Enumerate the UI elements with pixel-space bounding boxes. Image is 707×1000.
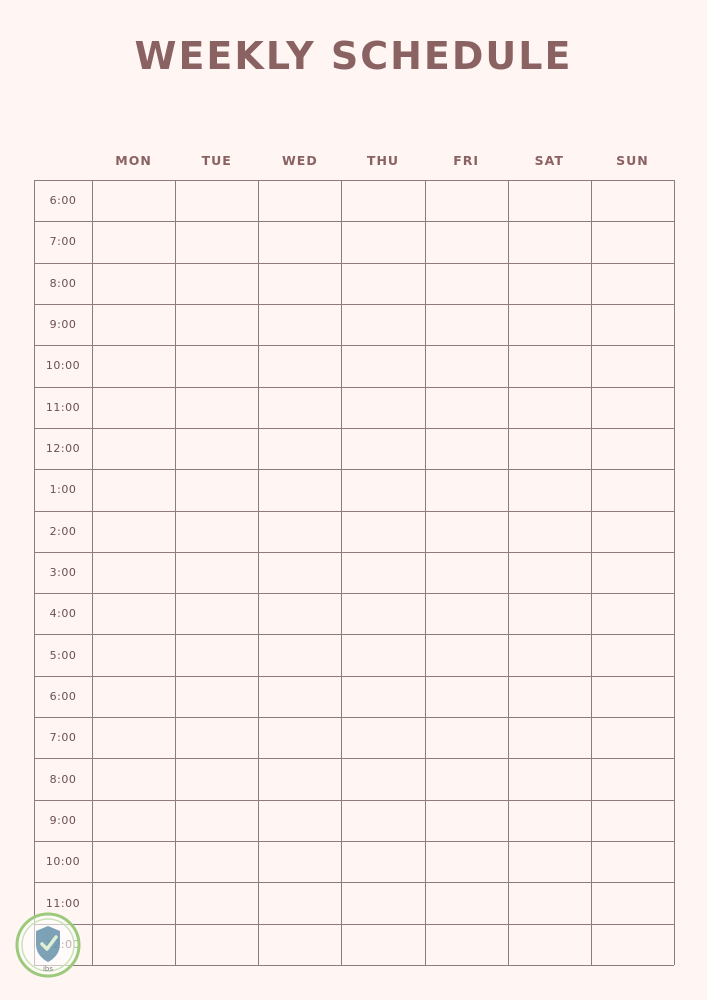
day-header-sun: SUN — [616, 152, 649, 168]
time-label: 12:00 — [45, 442, 81, 456]
time-label: 1:00 — [49, 483, 77, 497]
time-label: 11:00 — [45, 400, 81, 414]
time-label: 9:00 — [49, 813, 77, 827]
time-label: 8:00 — [49, 772, 77, 786]
time-label: 10:00 — [45, 359, 81, 373]
time-label: 7:00 — [49, 731, 77, 745]
time-label: 7:00 — [49, 235, 77, 249]
time-label: 3:00 — [49, 565, 77, 579]
day-header-wed: WED — [282, 152, 318, 168]
time-label: 4:00 — [49, 607, 77, 621]
time-label: 11:00 — [45, 896, 81, 910]
day-header-sat: SAT — [534, 152, 564, 168]
day-header-mon: MON — [115, 152, 152, 168]
time-label: 8:00 — [49, 276, 77, 290]
time-label: 10:00 — [45, 855, 81, 869]
shield-check-icon — [14, 911, 82, 979]
day-header-tue: TUE — [201, 152, 232, 168]
time-label: 6:00 — [49, 689, 77, 703]
time-label: 6:00 — [49, 194, 77, 208]
page-title: WEEKLY SCHEDULE — [134, 34, 573, 78]
watermark-text: ibs — [42, 965, 54, 973]
time-label: 2:00 — [49, 524, 77, 538]
time-label: 5:00 — [49, 648, 77, 662]
time-label: 9:00 — [49, 318, 77, 332]
day-header-fri: FRI — [453, 152, 480, 168]
day-header-thu: THU — [366, 152, 400, 168]
